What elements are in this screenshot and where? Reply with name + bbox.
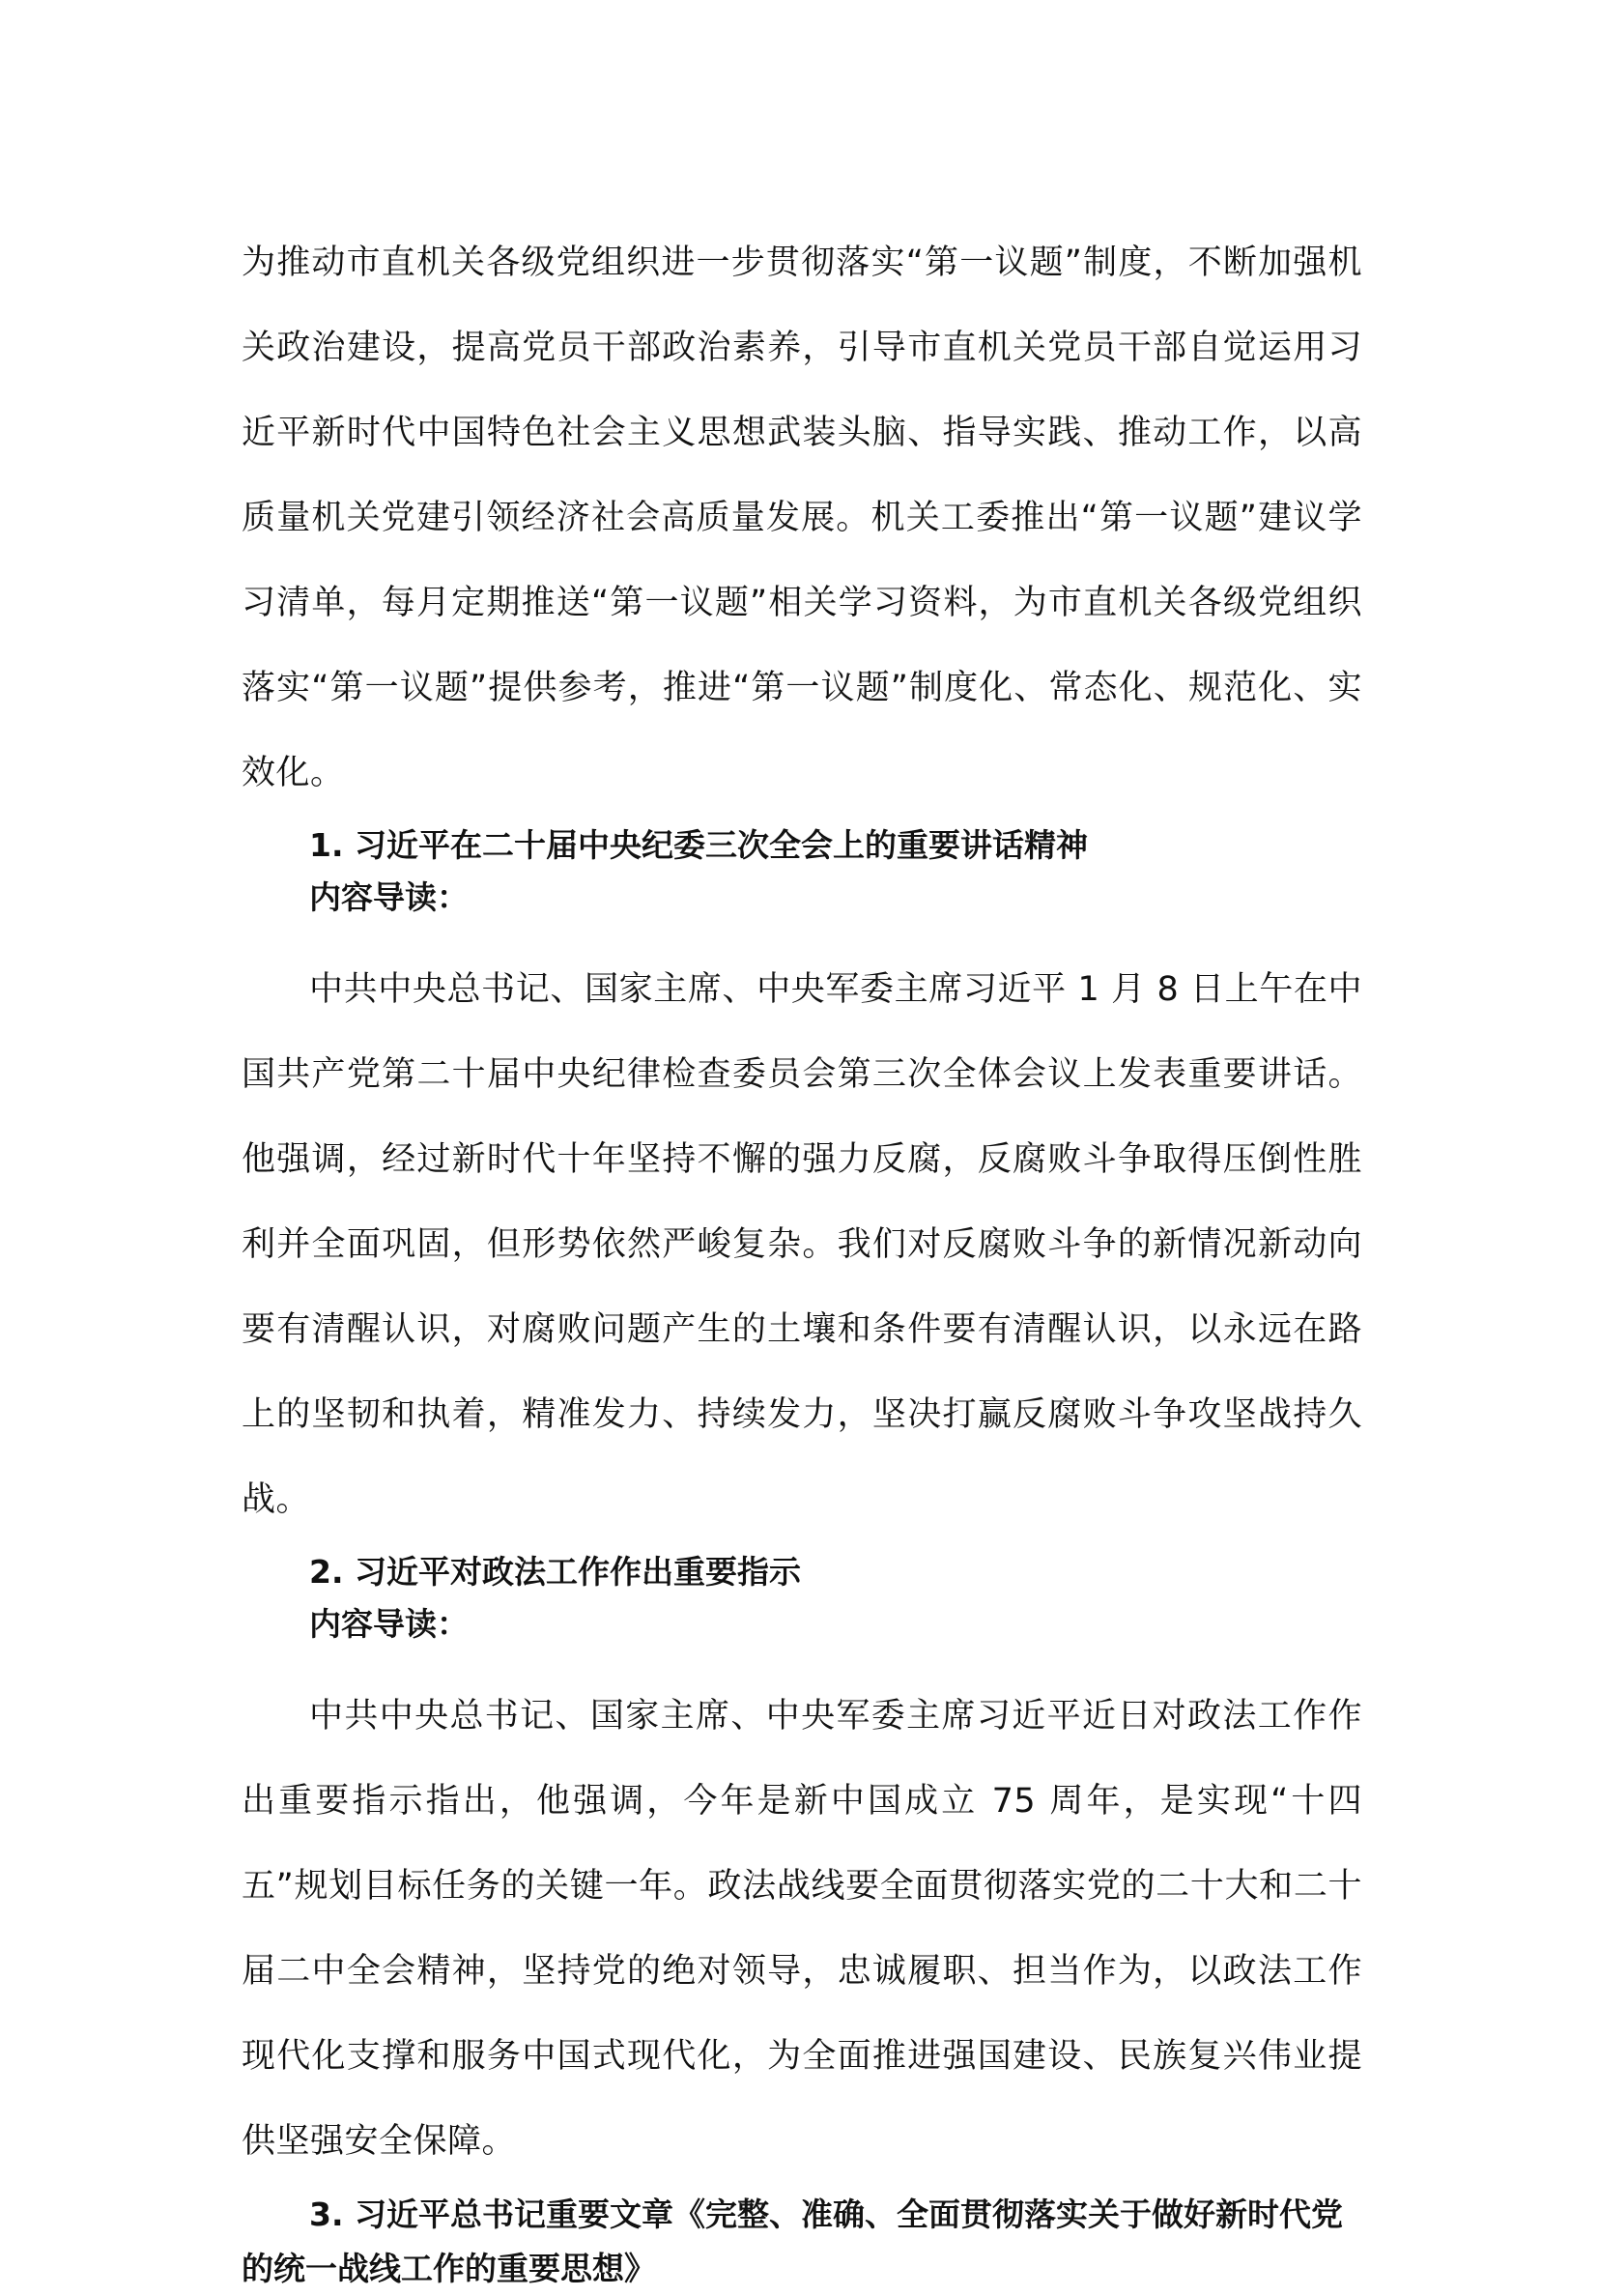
section-1-title: 1. 习近平在二十届中央纪委三次全会上的重要讲话精神 (309, 826, 1088, 864)
section-2-title: 2. 习近平对政法工作作出重要指示 (309, 1553, 801, 1591)
intro-paragraph: 为推动市直机关各级党组织进一步贯彻落实“第一议题”制度，不断加强机关政治建设，提高党员干部政治素养，引导市直机关党员干部自觉运用习近平新时代中国特色社会主义思想武装头脑、指导实践、推动工作，以高质量机关党建引领经济社会高质量发展。机关工委推出“第一议题”建议学习清单，每月定期推送“第一议题”相关学习资料，为市直机关各级党组织落实“第一议题”提供参考，推进“第一议题”制度化、常态化、规范化、实效化。 (242, 244, 1362, 792)
document-body (242, 220, 1362, 2296)
section-2-guide-label: 内容导读： (309, 1605, 469, 1643)
section-3-title: 3. 习近平总书记重要文章《完整、准确、全面贯彻落实关于做好新时代党的统一战线工作的重要思想》 (242, 2196, 1343, 2287)
section-2-body: 中共中央总书记、国家主席、中央军委主席习近平近日对政法工作作出重要指示指出，他强调，今年是新中国成立 75 周年，是实现“十四五”规划目标任务的关键一年。政法战线要全面贯彻落实党的二十大和二十届二中全会精神，坚持党的绝对领导，忠诚履职、担当作为，以政法工作现代化支撑和服务中国式现代化，为全面推进强国建设、民族复兴伟业提供坚强安全保障。 (242, 1697, 1362, 2161)
section-1-body: 中共中央总书记、国家主席、中央军委主席习近平 1 月 8 日上午在中国共产党第二十届中央纪律检查委员会第三次全体会议上发表重要讲话。他强调，经过新时代十年坚持不懈的强力反腐，反腐败斗争取得压倒性胜利并全面巩固，但形势依然严峻复杂。我们对反腐败斗争的新情况新动向要有清醒认识，对腐败问题产生的土壤和条件要有清醒认识，以永远在路上的坚韧和执着，精准发力、持续发力，坚决打赢反腐败斗争攻坚战持久战。 (242, 970, 1362, 1519)
section-1-guide-label: 内容导读： (309, 878, 469, 916)
